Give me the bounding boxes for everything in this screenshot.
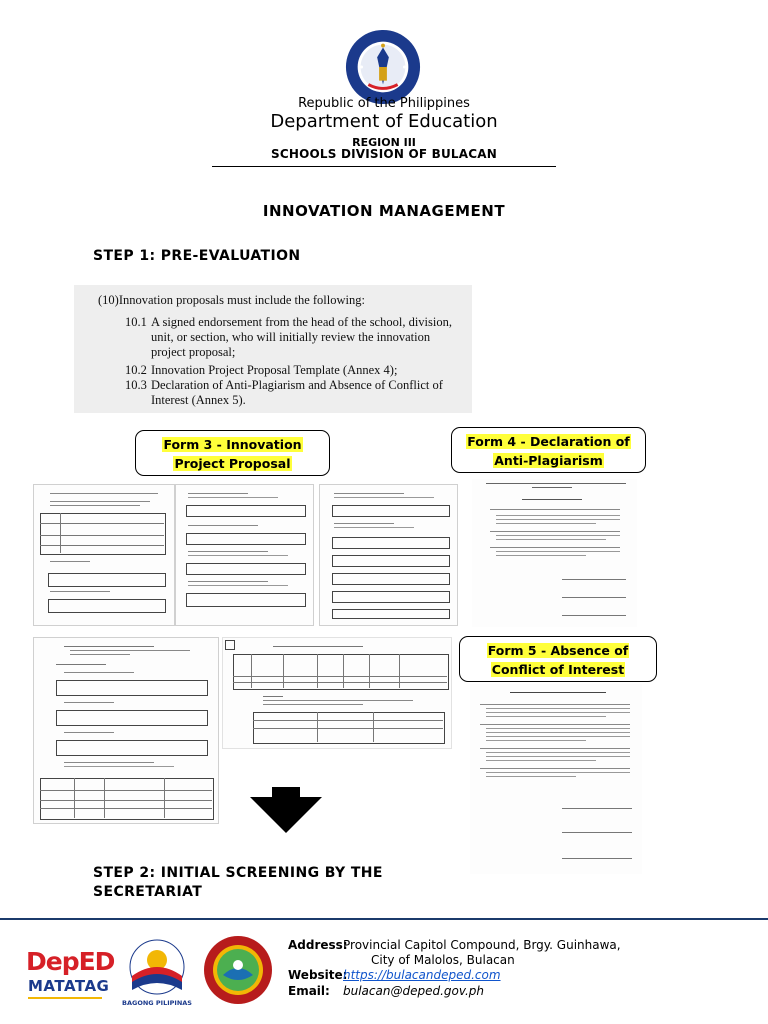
form-3-page-3-thumbnail [319,484,458,626]
deped-matatag-logo [26,943,115,1009]
form-5-title-line1: Form 5 - Absence of [487,643,629,658]
address-line-2: City of Malolos, Bulacan [371,953,515,967]
excerpt-item: 10.2 Innovation Project Proposal Template (Annex 4); [125,363,398,377]
page-title: INNOVATION MANAGEMENT [262,202,506,220]
header-divider [212,166,556,167]
policy-excerpt [74,285,472,413]
sdo-bulacan-seal-icon [203,935,273,1005]
deped-seal-icon [344,28,422,106]
step-2-heading: STEP 2: INITIAL SCREENING BY THE SECRETARIAT [93,865,383,900]
deped-logo-text: DepED [26,947,115,976]
address-line-1: Provincial Capitol Compound, Brgy. Guinhawa, [343,938,621,952]
form-4-callout [451,427,646,473]
form-5-title-line2: Conflict of Interest [491,662,625,677]
email-address[interactable]: bulacan@deped.gov.ph [343,984,485,998]
bagong-pilipinas-text: BAGONG PILIPINAS [122,999,192,1007]
form-3-title-line1: Form 3 - Innovation [163,437,302,452]
down-arrow-icon [246,787,326,833]
footer-divider [0,918,768,920]
matatag-logo-text: MATATAG [28,977,110,995]
form-3-page-5-thumbnail [222,637,452,749]
address-label: Address: [288,938,348,952]
excerpt-item: 10.1 A signed endorsement from the head of the school, division, unit, or section, who will initially review the innovation project proposal; [125,315,452,359]
excerpt-lead: (10)Innovation proposals must include the following: [98,293,365,307]
republic-line: Republic of the Philippines [298,96,470,111]
form-3-title-line2: Project Proposal [174,456,291,471]
division-line: SCHOOLS DIVISION OF BULACAN [270,147,497,161]
bagong-pilipinas-logo [120,938,194,1014]
excerpt-item: 10.3 Declaration of Anti-Plagiarism and Absence of Conflict of Interest (Annex 5). [125,378,443,407]
email-label: Email: [288,984,330,998]
department-title: Department of Education [270,111,498,132]
form-5-document-thumbnail [470,684,642,874]
website-link[interactable]: https://bulacandeped.com [343,968,501,982]
form-4-document-thumbnail [472,479,637,627]
website-label: Website: [288,968,348,982]
bagong-pilipinas-emblem-icon [126,938,188,996]
form-3-page-4-thumbnail [33,637,219,824]
region-line: REGION III [352,136,416,149]
form-4-title-line1: Form 4 - Declaration of [467,434,630,449]
form-3-page-2-thumbnail [175,484,314,626]
form-5-callout [459,636,657,682]
form-3-page-1-thumbnail [33,484,175,626]
step-1-heading: STEP 1: PRE-EVALUATION [93,248,301,264]
form-4-title-line2: Anti-Plagiarism [494,453,603,468]
form-3-callout [135,430,330,476]
